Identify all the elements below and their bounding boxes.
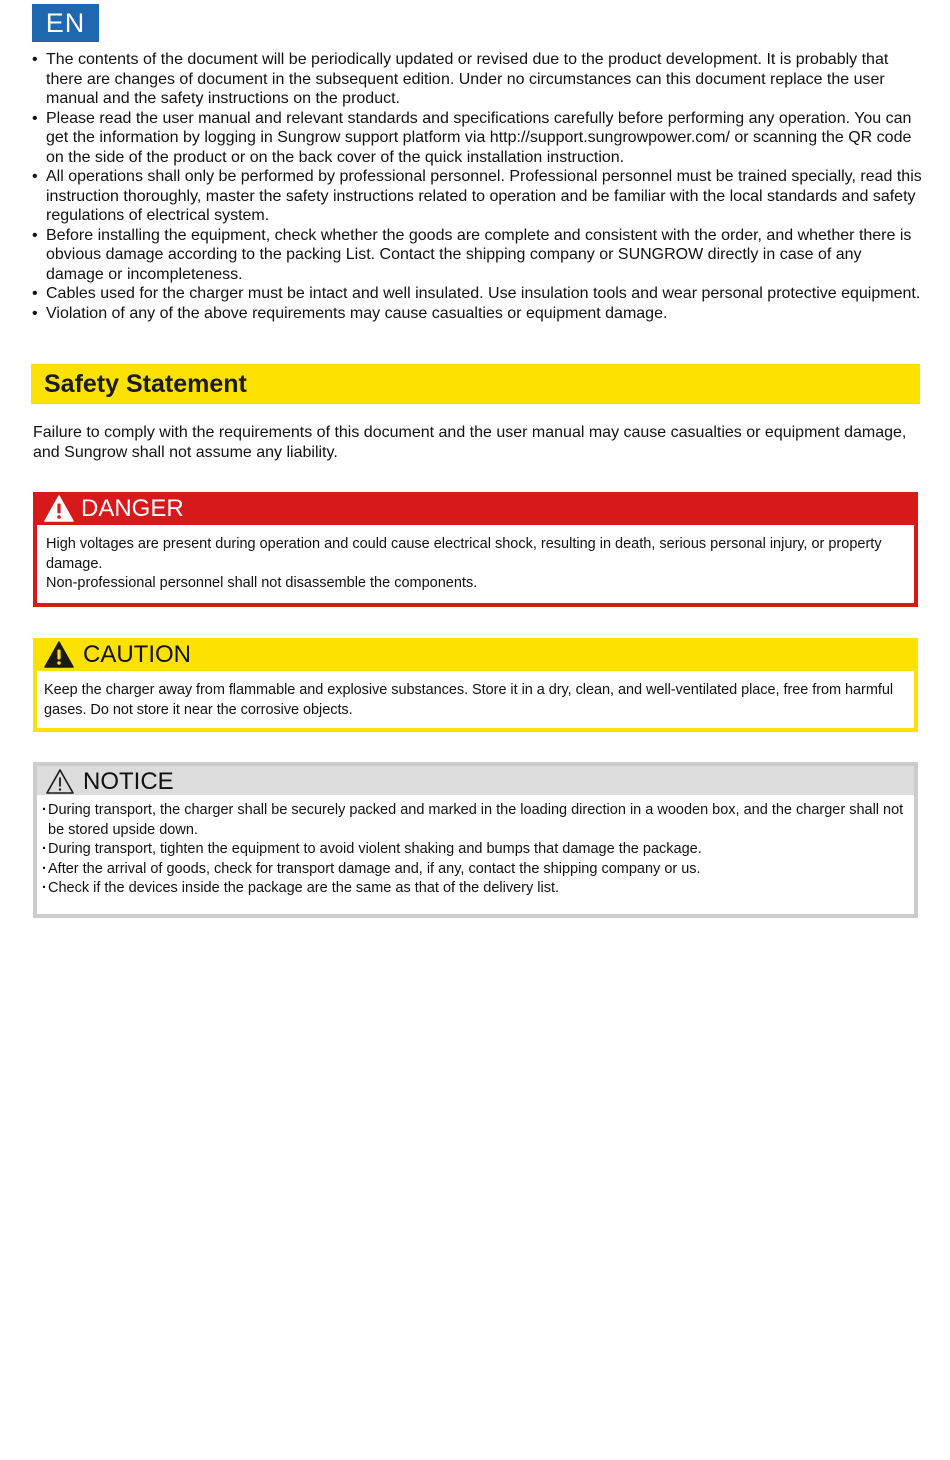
intro-bullet: • All operations shall only be performed by professional personnel. Professional personnel must be trained specially, read this instruction thoroughly, master the safety instructions related to operation and be familiar with the local standards and safety regulations of electrical system. bbox=[32, 167, 922, 226]
safety-statement-header bbox=[31, 364, 920, 404]
notice-item: · After the arrival of goods, check for transport damage and, if any, contact the shipping company or us. bbox=[42, 860, 909, 880]
caution-text: Keep the charger away from flammable and explosive substances. Store it in a dry, clean, and well-ventilated place, free from harmful gases. Do not store it near the corrosive objects. bbox=[44, 682, 894, 718]
notice-item: · During transport, the charger shall be securely packed and marked in the loading direction in a wooden box, and the charger shall not be stored upside down. bbox=[42, 801, 909, 840]
caution-header bbox=[33, 638, 918, 671]
intro-bullet: • The contents of the document will be periodically updated or revised due to the product development. It is probably that there are changes of document in the subsequent edition. Under no circumstances can this document replace the user manual and the safety instructions on the product. bbox=[32, 50, 922, 109]
notice-item: · Check if the devices inside the package are the same as that of the delivery list. bbox=[42, 879, 909, 899]
notice-header bbox=[37, 766, 914, 795]
caution-title: CAUTION bbox=[83, 641, 191, 668]
language-badge: EN bbox=[32, 4, 99, 42]
notice-list bbox=[42, 801, 909, 899]
notice-title: NOTICE bbox=[83, 768, 174, 795]
danger-body bbox=[37, 525, 914, 603]
danger-header bbox=[33, 492, 918, 525]
caution-box bbox=[33, 638, 918, 732]
danger-text: High voltages are present during operation and could cause electrical shock, resulting in death, serious personal injury, or property damage. bbox=[46, 536, 882, 572]
caution-body bbox=[37, 671, 914, 728]
notice-body bbox=[37, 795, 914, 914]
intro-bullet: • Please read the user manual and relevant standards and specifications carefully before performing any operation. You can get the information by logging in Sungrow support platform via http://support.sungrowpower.com/ or scanning the QR code on the side of the product or on the back cover of the quick installation instruction. bbox=[32, 109, 922, 168]
intro-bullet-list bbox=[32, 50, 922, 323]
intro-bullet: • Violation of any of the above requirements may cause casualties or equipment damage. bbox=[32, 304, 922, 324]
safety-statement-text: Failure to comply with the requirements of this document and the user manual may cause casualties or equipment damage, and Sungrow shall not assume any liability. bbox=[33, 424, 907, 461]
notice-item: · During transport, tighten the equipment to avoid violent shaking and bumps that damage the package. bbox=[42, 840, 909, 860]
intro-bullet: • Before installing the equipment, check whether the goods are complete and consistent with the order, and whether there is obvious damage according to the packing List. Contact the shipping company or SUNGROW directly in case of any damage or incompleteness. bbox=[32, 226, 922, 285]
warning-triangle-icon bbox=[44, 641, 74, 668]
intro-bullet: • Cables used for the charger must be intact and well insulated. Use insulation tools and wear personal protective equipment. bbox=[32, 284, 922, 304]
danger-box bbox=[33, 492, 918, 607]
warning-triangle-icon bbox=[44, 495, 74, 522]
section-title: Safety Statement bbox=[44, 370, 247, 398]
notice-box bbox=[33, 762, 918, 918]
danger-title: DANGER bbox=[81, 495, 184, 522]
danger-text: Non-professional personnel shall not disassemble the components. bbox=[46, 575, 478, 591]
warning-triangle-outline-icon bbox=[45, 768, 75, 795]
